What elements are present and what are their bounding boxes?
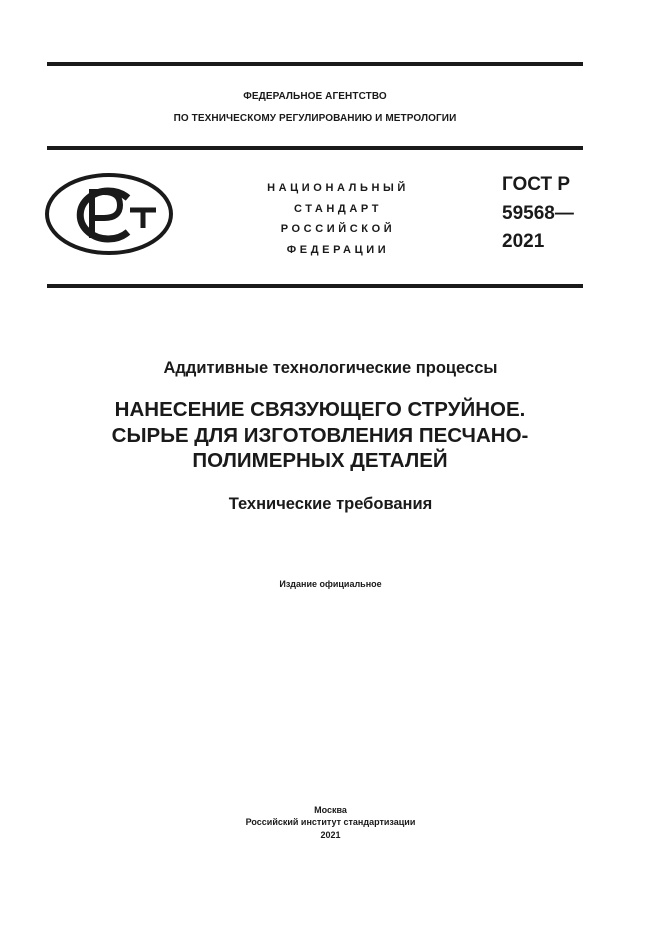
sub-title: Технические требования (228, 495, 433, 513)
standard-type-line-3: РОССИЙСКОЙ (280, 223, 396, 235)
standard-type-line-1: НАЦИОНАЛЬНЫЙ (267, 182, 409, 194)
footer-city: Москва (314, 805, 347, 815)
edition-label: Издание официальное (279, 579, 382, 589)
main-title-line-2: СЫРЬЕ ДЛЯ ИЗГОТОВЛЕНИЯ ПЕСЧАНО- (111, 423, 529, 447)
designation-line-1: ГОСТ Р (502, 174, 571, 195)
standard-type-line-2: СТАНДАРТ (293, 202, 383, 215)
footer-year: 2021 (320, 830, 341, 840)
standard-type-line-4: ФЕДЕРАЦИИ (286, 243, 390, 256)
main-title (60, 397, 580, 474)
rst-logo-icon (44, 172, 174, 256)
footer-publisher: Российский институт стандартизации (245, 817, 416, 827)
main-title-line-3: ПОЛИМЕРНЫХ ДЕТАЛЕЙ (192, 449, 448, 472)
designation-line-3: 2021 (502, 231, 545, 252)
top-rule (47, 62, 583, 66)
bottom-header-rule (47, 284, 583, 288)
main-title-line-1: НАНЕСЕНИЕ СВЯЗУЮЩЕГО СТРУЙНОЕ. (114, 398, 526, 421)
agency-line-2: ПО ТЕХНИЧЕСКОМУ РЕГУЛИРОВАНИЮ И МЕТРОЛОГИИ (173, 113, 457, 124)
header-divider-rule (47, 146, 583, 150)
agency-line-1: ФЕДЕРАЛЬНОЕ АГЕНТСТВО (243, 91, 387, 102)
group-title: Аддитивные технологические процессы (163, 359, 498, 377)
standard-designation (502, 171, 574, 257)
standard-type-block (218, 178, 458, 260)
designation-line-2: 59568— (502, 202, 574, 224)
